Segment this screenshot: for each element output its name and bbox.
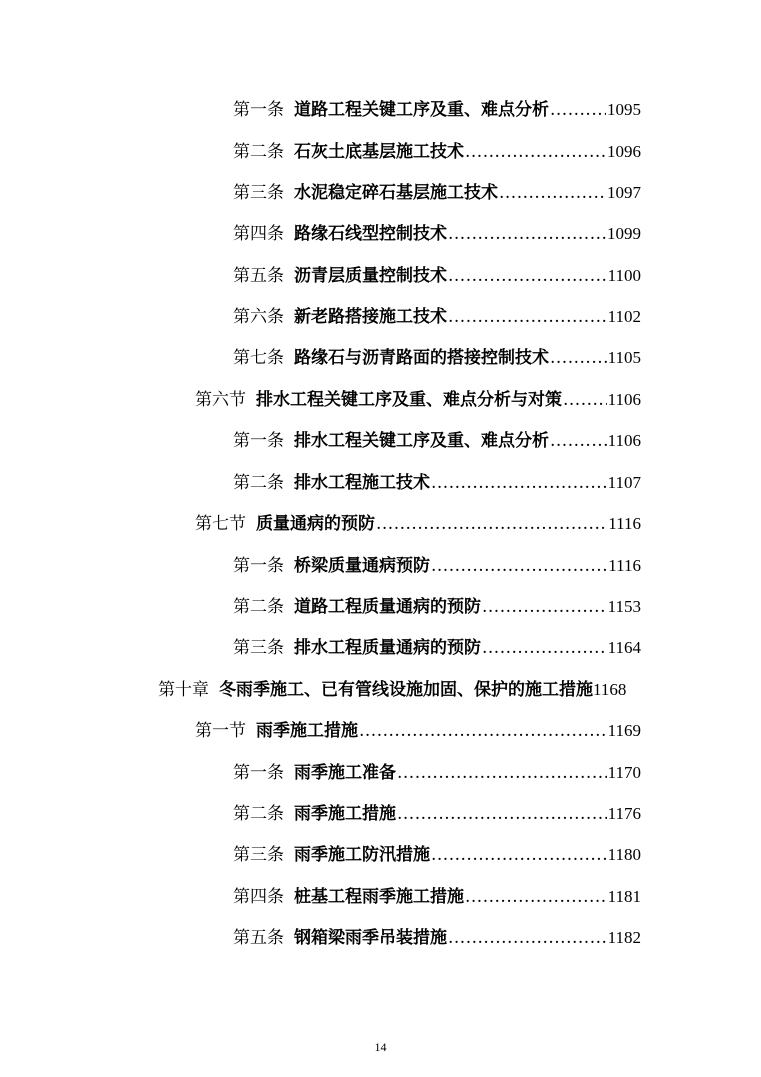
toc-entry[interactable] [233,345,641,371]
entry-title: 排水工程质量通病的预防 [294,638,481,658]
entry-page: 1106 [607,431,641,450]
entry-number: 第一条 [233,763,284,783]
dot-leader [550,428,607,454]
dot-leader [482,635,607,661]
toc-entry[interactable] [195,718,641,744]
entry-number: 第十章 [158,680,209,700]
toc-entry[interactable] [233,553,641,579]
entry-page: 1116 [608,556,641,575]
toc-entry[interactable] [233,180,641,206]
entry-number: 第三条 [233,183,284,203]
entry-number: 第一节 [195,721,246,741]
entry-number: 第三条 [233,638,284,658]
dot-leader [465,139,606,165]
entry-page: 1164 [607,638,641,657]
toc-entry[interactable] [233,842,641,868]
entry-page: 1096 [607,142,641,161]
toc-entry[interactable] [158,677,674,703]
toc-entry[interactable] [233,470,641,496]
dot-leader [499,180,606,206]
toc-entry[interactable] [233,139,641,165]
toc-entry[interactable] [233,635,641,661]
entry-title: 桥梁质量通病预防 [294,556,430,576]
entry-number: 第四条 [233,887,284,907]
dot-leader [448,221,606,247]
entry-page: 1102 [607,307,641,326]
entry-title: 道路工程质量通病的预防 [294,597,481,617]
entry-page: 1116 [608,514,641,533]
toc-entry[interactable] [233,760,641,786]
entry-number: 第二条 [233,804,284,824]
dot-leader [431,470,607,496]
toc-entry[interactable] [233,884,641,910]
entry-title: 水泥稳定碎石基层施工技术 [294,183,498,203]
dot-leader [482,594,607,620]
entry-number: 第七条 [233,348,284,368]
entry-number: 第二条 [233,142,284,162]
entry-title: 雨季施工措施 [294,804,396,824]
entry-number: 第四条 [233,224,284,244]
entry-title: 排水工程施工技术 [294,473,430,493]
entry-number: 第五条 [233,266,284,286]
entry-page: 1180 [607,845,641,864]
dot-leader [431,553,607,579]
entry-page: 1097 [607,183,641,202]
entry-page: 1099 [607,224,641,243]
entry-page: 1182 [607,928,641,947]
entry-number: 第三条 [233,845,284,865]
dot-leader [397,801,607,827]
entry-page: 1106 [607,390,641,409]
toc-entry[interactable] [233,594,641,620]
dot-leader [431,842,607,868]
entry-number: 第一条 [233,556,284,576]
entry-number: 第一条 [233,100,284,120]
entry-title: 路缘石与沥青路面的搭接控制技术 [294,348,549,368]
entry-title: 桩基工程雨季施工措施 [294,887,464,907]
entry-page: 1181 [607,887,641,906]
entry-title: 质量通病的预防 [256,514,375,534]
entry-title: 排水工程关键工序及重、难点分析与对策 [256,390,562,410]
toc-entry[interactable] [233,925,641,951]
entry-title: 冬雨季施工、已有管线设施加固、保护的施工措施 [219,680,593,700]
entry-title: 雨季施工准备 [294,763,396,783]
dot-leader [550,345,607,371]
entry-page: 1153 [607,597,641,616]
entry-title: 雨季施工措施 [256,721,358,741]
entry-title: 钢箱梁雨季吊装措施 [294,928,447,948]
dot-leader [397,760,607,786]
entry-page: 1169 [607,721,641,740]
dot-leader [359,718,607,744]
dot-leader [465,884,607,910]
entry-page: 1176 [607,804,641,823]
dot-leader [550,97,606,123]
entry-number: 第二条 [233,597,284,617]
dot-leader [448,263,607,289]
entry-page: 1168 [593,680,627,699]
entry-page: 1100 [607,266,641,285]
dot-leader [563,387,607,413]
entry-title: 石灰土底基层施工技术 [294,142,464,162]
toc-entry[interactable] [233,221,641,247]
entry-page: 1095 [607,100,641,119]
dot-leader [448,925,607,951]
entry-number: 第二条 [233,473,284,493]
dot-leader [376,511,607,537]
entry-title: 道路工程关键工序及重、难点分析 [294,100,549,120]
entry-number: 第一条 [233,431,284,451]
entry-title: 排水工程关键工序及重、难点分析 [294,431,549,451]
entry-title: 路缘石线型控制技术 [294,224,447,244]
toc-entry[interactable] [233,428,641,454]
entry-number: 第七节 [195,514,246,534]
entry-number: 第六节 [195,390,246,410]
page-number: 14 [374,1040,387,1054]
entry-page: 1105 [607,348,641,367]
toc-entry[interactable] [233,801,641,827]
entry-page: 1107 [607,473,641,492]
entry-title: 雨季施工防汛措施 [294,845,430,865]
toc-entry[interactable] [195,387,641,413]
toc-entry[interactable] [233,263,641,289]
entry-number: 第六条 [233,307,284,327]
toc-entry[interactable] [233,304,641,330]
toc-entry[interactable] [195,511,641,537]
entry-number: 第五条 [233,928,284,948]
entry-title: 新老路搭接施工技术 [294,307,447,327]
entry-title: 沥青层质量控制技术 [294,266,447,286]
toc-entry[interactable] [233,97,641,123]
dot-leader [448,304,607,330]
entry-page: 1170 [607,763,641,782]
